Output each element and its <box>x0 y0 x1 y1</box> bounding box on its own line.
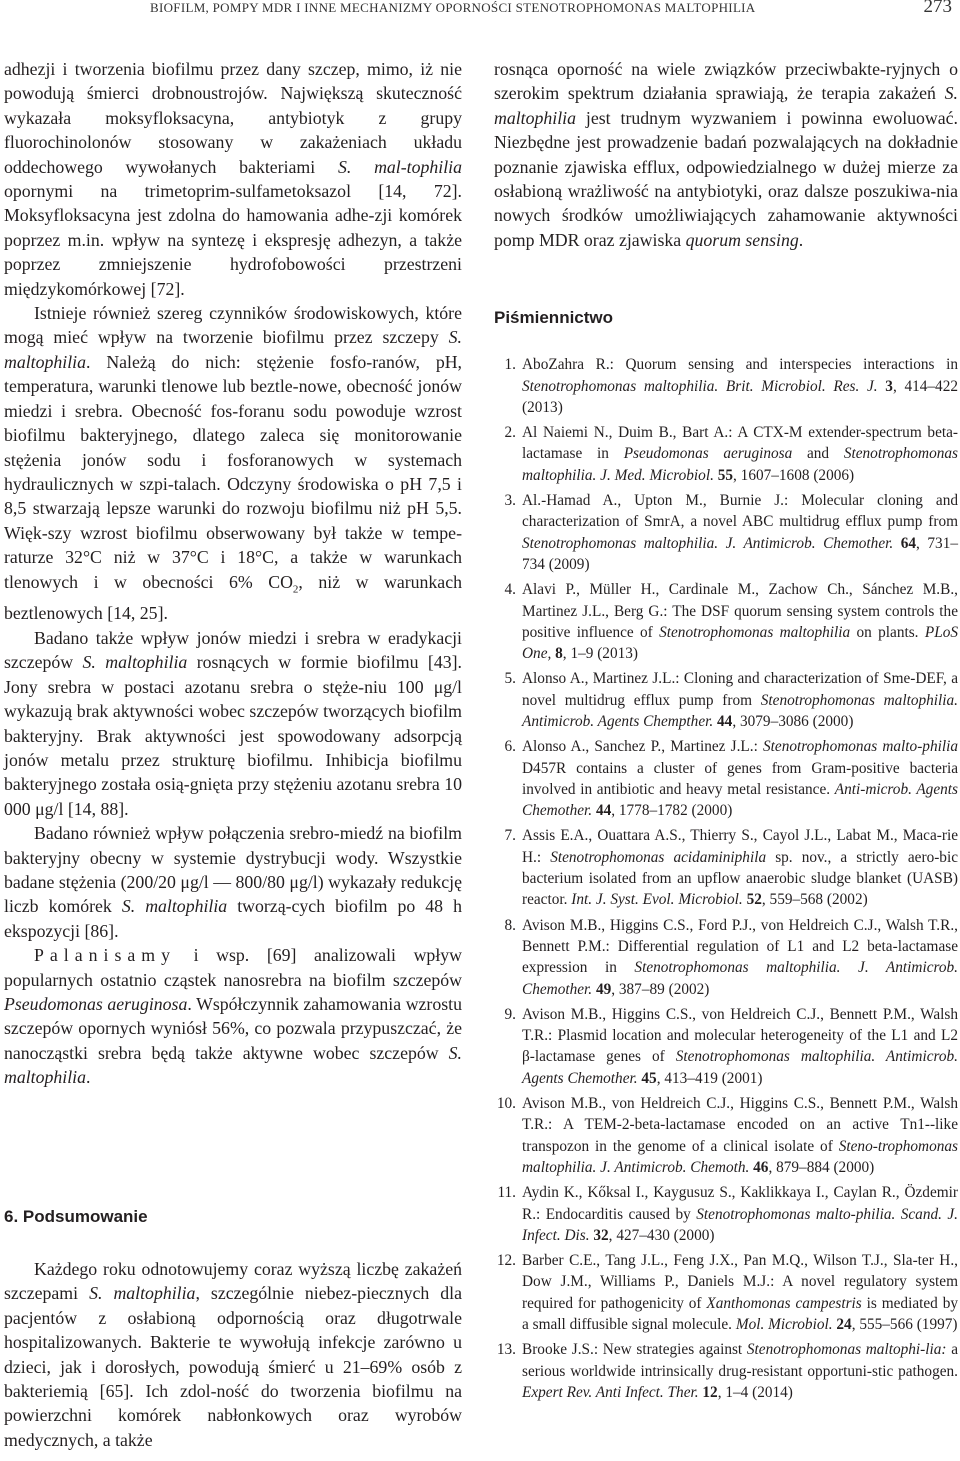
author-name: Palanisamy <box>34 945 176 966</box>
reference-item: 3. Al.-Hamad A., Upton M., Burnie J.: Molecular cloning and characterization of SmrA, a novel ABC multidrug efflux pump from Stenotrophomonas maltophilia. J. Antimicrob. Chemother. 64, 731–734 (2009) <box>504 492 958 573</box>
reference-item: 6. Alonso A., Sanchez P., Martinez J.L.: Stenotrophomonas malto-philia D457R contains a cluster of genes from Gram-positive bacteria involved in antibiotic and heavy metal resistance. Anti-microb. Agents Chemother. 44, 1778–1782 (2000) <box>504 738 958 820</box>
reference-item: 7. Assis E.A., Ouattara A.S., Thierry S., Cayol J.L., Labat M., Maca-rie H.: Stenotrophomonas acidaminiphila sp. nov., a strictly aero-bic bacterium isolated from an upflow anaerobic sludge blanket (UASB) reactor. Int. J. Syst. Evol. Microbiol. 52, 559–568 (2002) <box>504 827 958 909</box>
paragraph: rosnąca oporność na wiele związków przeciwbakte-ryjnych o szerokim spektrum działania sprawiają, że terapia zakażeń S. maltophilia jest trudnym wyzwaniem i powinna ewoluować. Niezbędne jest prowadzenie badań pozwalających na dokładnie poznanie zjawiska efflux, odpowiedzialnego w dużej mierze za osłabioną wrażliwość na antybiotyki, oraz dalsze poszukiwa-nia nowych środków umożliwiających zahamowanie aktywności pomp MDR oraz zjawiska quorum sensing. <box>494 59 958 250</box>
running-header <box>0 0 960 30</box>
running-title: BIOFILM, POMPY MDR I INNE MECHANIZMY OPORNOŚCI STENOTROPHOMONAS MALTOPHILIA <box>150 0 756 15</box>
reference-item: 4. Alavi P., Müller H., Cardinale M., Zachow Ch., Sánchez M.B., Martinez J.L., Berg G.: The DSF quorum sensing system controls the positive influence of Stenotrophomonas maltophilia on plants. PLoS One, 8, 1–9 (2013) <box>504 581 958 663</box>
reference-item: 10. Avison M.B., von Heldreich C.J., Higgins C.S., Bennett P.M., Walsh T.R.: A TEM-2-beta-lactamase encoded on an active Tn1--like transpozon in the genome of a clinical isolate of Steno-trophomonas maltophilia. J. Antimicrob. Chemoth. 46, 879–884 (2000) <box>496 1095 958 1176</box>
reference-list <box>494 354 958 1403</box>
reference-item: 5. Alonso A., Martinez J.L.: Cloning and characterization of Sme-DEF, a novel multidrug efflux pump from Stenotrophomonas maltophilia. Antimicrob. Agents Chempther. 44, 3079–3086 (2000) <box>504 670 958 730</box>
page-number: 273 <box>923 0 952 17</box>
paragraph: Badano również wpływ połączenia srebro-miedź na biofilm bakteryjny obecny w systemie dystrybucji wody. Wszystkie badane stężenia (200/20 μg/l — 800/80 μg/l) wykazały redukcję liczb komórek S. maltophilia tworzą-cych biofilm po 48 h ekspozycji [86]. <box>4 823 462 941</box>
left-column <box>4 57 462 1450</box>
reference-item: 8. Avison M.B., Higgins C.S., Ford P.J., von Heldreich C.J., Walsh T.R., Bennett P.M.: Differential regulation of L1 and L2 beta-lactamase expression in Stenotrophomonas maltophilia. J. Antimicrob. Chemother. 49, 387–89 (2002) <box>504 916 958 998</box>
section-title: 6. Podsumowanie <box>4 1207 148 1226</box>
paragraph: Palanisamy i wsp. [69] analizowali wpływ popularnych ostatnio cząstek nanosrebra na biofilm szczepów Pseudomonas aeruginosa. Współczynnik zahamowania wzrostu szczepów opornych wyniósł 56%, co pozwala przypuszczać, że nanocząstki srebra będą także aktywne wobec szczepów S. maltophilia. <box>4 945 462 1088</box>
references-title: Piśmiennictwo <box>494 308 614 328</box>
paragraph: Istnieje również szereg czynników środowiskowych, które mogą mieć wpływ na tworzenie biofilmu przez szczepy S. maltophilia. Należą do nich: stężenie fosfo-ranów, pH, temperatura, warunki tlenowe lub beztle-nowe, obecność jonów miedzi i srebra. Obecność fos-foranu sodu powoduje wzrost biofilmu bakteryjnego, dlatego zaleca się monitorowanie stężenia jonów sodu i fosforanowych w systemach hydraulicznych w szpi-talach. Odczyny środowiska o pH 7,5 i 8,5 stwarzają lepsze warunki do rozwoju biofilmu niż pH 5,5. Więk-szy wzrost biofilmu obserwowany był także w tempe-raturze 32°C niż w 37°C i 18°C, a także w warunkach tlenowych i w obecności 6% $CO_2$, niż w warunkach beztlenowych [14, 25]. <box>4 303 462 624</box>
reference-item: 2. Al Naiemi N., Duim B., Bart A.: A CTX-M extender-spectrum beta-lactamase in Pseudomonas aeruginosa and Stenotrophomonas maltophilia. J. Med. Microbiol. 55, 1607–1608 (2006) <box>504 424 958 484</box>
right-column <box>494 57 958 1407</box>
reference-item: 13. Brooke J.S.: New strategies against Stenotrophomonas maltophi-lia: a serious worldwide intrinsically drug-resistant opportuni-stic pathogen. Expert Rev. Anti Infect. Ther. 12, 1–4 (2014) <box>496 1341 958 1401</box>
reference-item: 1. AboZahra R.: Quorum sensing and interspecies interactions in Stenotrophomonas maltophilia. Brit. Microbiol. Res. J. 3, 414–422 (2013) <box>504 356 958 416</box>
paragraph: Badano także wpływ jonów miedzi i srebra w eradykacji szczepów S. maltophilia rosnących w formie biofilmu [43]. Jony srebra w postaci azotanu srebra o stęże-niu 100 μg/l wykazują brak aktywności wobec szczepów tworzących biofilm bakteryjny. Brak aktywności jest spowodowany adsorpcją jonów metalu przez strukturę biofilmu. Inhibicja biofilmu bakteryjnego została osią-gnięta przy stężeniu azotanu srebra 10 000 μg/l [14, 88]. <box>4 627 462 819</box>
reference-item: 9. Avison M.B., Higgins C.S., von Heldreich C.J., Bennett P.M., Walsh T.R.: Plasmid location and molecular heterogeneity of the L1 and L2 β-lactamase genes of Stenotrophomonas maltophilia. Antimicrob. Agents Chemother. 45, 413–419 (2001) <box>504 1005 958 1087</box>
reference-item: 11. Aydin K., Kőksal I., Kaygusuz S., Kaklikkaya I., Caylan R., Özdemir R.: Endocarditis caused by Stenotrophomonas malto-philia. Scand. J. Infect. Dis. 32, 427–430 (2000) <box>497 1184 958 1244</box>
reference-item: 12. Barber C.E., Tang J.L., Feng J.X., Pan M.Q., Wilson T.J., Sla-ter H., Dow J.M., Williams P., Daniels M.J.: A novel regulatory system required for pathogenicity of Xanthomonas campestris is mediated by a small diffusible signal molecule. Mol. Microbiol. 24, 555–566 (1997) <box>496 1252 958 1334</box>
paragraph: Każdego roku odnotowujemy coraz wyższą liczbę zakażeń szczepami S. maltophilia, szczególnie niebez-piecznych dla pacjentów z osłabioną odpornością oraz długotrwale hospitalizowanych. Bakterie te wywołują infekcje zarówno u dzieci, jak i dorosłych, powodują śmierć u 21–69% osób z bakteriemią [65]. Ich zdol-ność do tworzenia biofilmu na powierzchni komórek nabłonkowych oraz wyrobów medycznych, a także <box>4 1259 462 1450</box>
paragraph: adhezji i tworzenia biofilmu przez dany szczep, mimo, iż nie powodują śmierci drobnoustrojów. Największą skuteczność wykazała moksyfloksacyna, antybiotyk z grupy fluorochinolonów stosowany w zakażeniach układu oddechowego wywołanych bakteriami S. mal-tophilia opornymi na trimetoprim-sulfametoksazol [14, 72]. Moksyfloksacyna jest zdolna do hamowania adhe-zji komórek poprzez m.in. wpływ na syntezę i ekspresję adhezyn, a także poprzez zmniejszenie hydrofobowości przestrzeni międzykomórkowej [72]. <box>4 59 462 299</box>
